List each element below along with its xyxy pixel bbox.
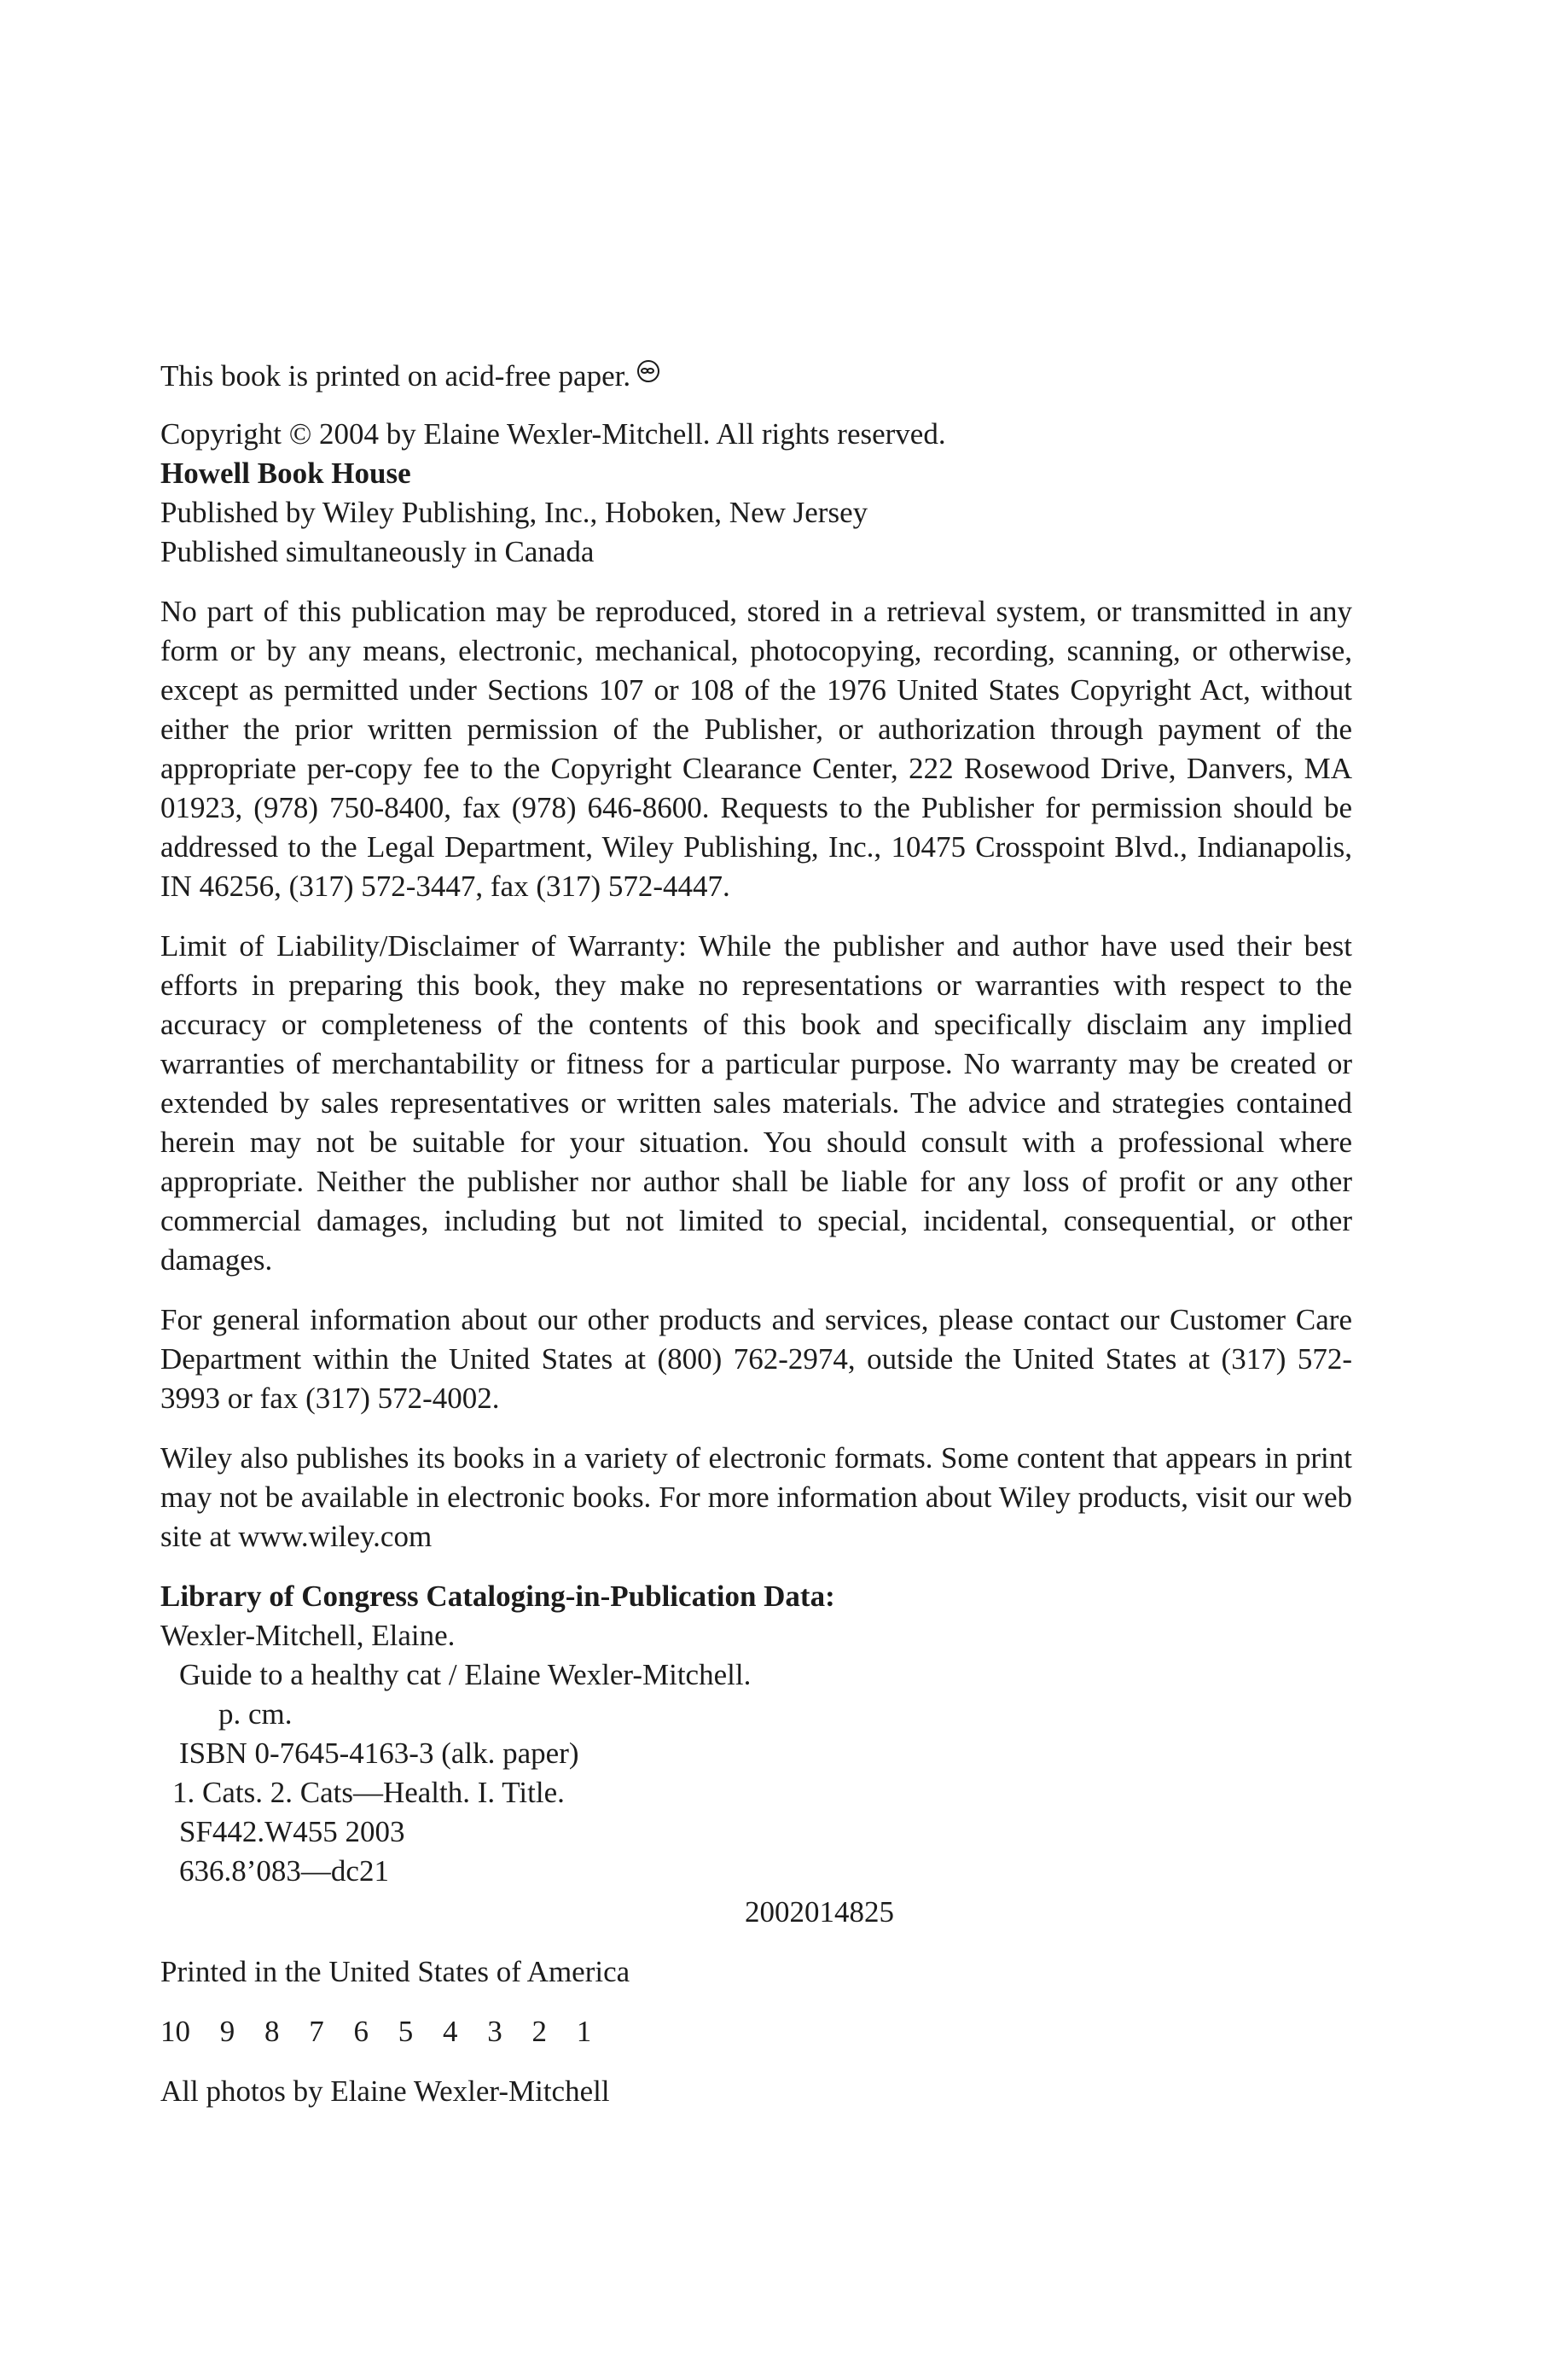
info-paragraph: For general information about our other products and services, please contact our Customer Care Department within the United States at (800) 762-2974, outside the United States at (317) 572-3993 or fax (317) 572-4002. <box>160 1303 1352 1415</box>
printing-numbers: 10 9 8 7 6 5 4 3 2 1 <box>160 2015 592 2048</box>
electronic-paragraph: Wiley also publishes its books in a variety of electronic formats. Some content that appears in print may not be available in electronic books. For more information about Wiley products, visit our web site at www.wiley.com <box>160 1441 1352 1553</box>
cip-lccn: 2002014825 <box>745 1895 894 1929</box>
publisher-block <box>160 415 1352 572</box>
printed-in-line: Printed in the United States of America <box>160 1955 630 1988</box>
acid-free-paper-icon <box>637 360 659 382</box>
cip-heading: Library of Congress Cataloging-in-Publication Data: <box>160 1580 835 1613</box>
cip-title: Guide to a healthy cat / Elaine Wexler-Mitchell. <box>179 1658 752 1691</box>
published-by-line: Published by Wiley Publishing, Inc., Hoboken, New Jersey <box>160 496 868 529</box>
cip-subjects: 1. Cats. 2. Cats—Health. I. Title. <box>172 1776 565 1809</box>
disclaimer-paragraph: Limit of Liability/Disclaimer of Warranty: While the publisher and author have used their best efforts in preparing this book, they make no representations or warranties with respect to the accuracy or completeness of the contents of this book and specifically disclaim any implied warranties of merchantability or fitness for a particular purpose. No warranty may be created or extended by sales representatives or written sales materials. The advice and strategies contained herein may not be suitable for your situation. You should consult with a professional where appropriate. Neither the publisher nor author shall be liable for any loss of profit or any other commercial damages, including but not limited to special, incidental, consequential, or other damages. <box>160 929 1352 1277</box>
copyright-page <box>160 357 1352 2111</box>
acid-free-text: This book is printed on acid-free paper. <box>160 359 631 393</box>
copyright-line: Copyright © 2004 by Elaine Wexler-Mitchell. All rights reserved. <box>160 417 946 451</box>
cip-lc-class: SF442.W455 2003 <box>179 1815 405 1848</box>
published-canada-line: Published simultaneously in Canada <box>160 535 595 568</box>
acid-free-notice <box>160 357 1352 396</box>
cip-pages: p. cm. <box>218 1697 293 1731</box>
cip-dewey: 636.8’083—dc21 <box>179 1854 389 1888</box>
photo-credit: All photos by Elaine Wexler-Mitchell <box>160 2074 610 2108</box>
cip-author: Wexler-Mitchell, Elaine. <box>160 1619 456 1652</box>
rights-paragraph: No part of this publication may be reproduced, stored in a retrieval system, or transmitted in any form or by any means, electronic, mechanical, photocopying, recording, scanning, or otherwise, except as permitted under Sections 107 or 108 of the 1976 United States Copyright Act, without either the prior written permission of the Publisher, or authorization through payment of the appropriate per-copy fee to the Copyright Clearance Center, 222 Rosewood Drive, Danvers, MA 01923, (978) 750-8400, fax (978) 646-8600. Requests to the Publisher for permission should be addressed to the Legal Department, Wiley Publishing, Inc., 10475 Crosspoint Blvd., Indianapolis, IN 46256, (317) 572-3447, fax (317) 572-4447. <box>160 595 1352 903</box>
imprint-name: Howell Book House <box>160 457 411 490</box>
cip-isbn: ISBN 0-7645-4163-3 (alk. paper) <box>179 1737 579 1770</box>
cip-block <box>160 1577 1352 1932</box>
